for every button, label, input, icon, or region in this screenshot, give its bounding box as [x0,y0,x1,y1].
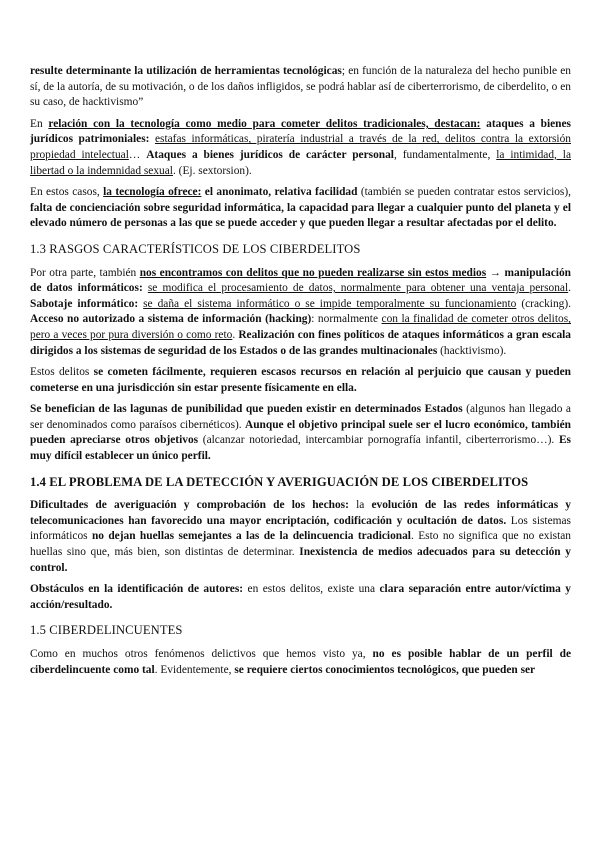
paragraph-technology-offers [30,185,571,232]
text: En estos casos, [30,186,104,199]
text: , fundamentalmente, [393,148,497,161]
paragraph-characteristics [30,266,571,360]
text: ; en función de la naturaleza del hecho punible en sí, de la autoría, de su motivación, o de los daños infligidos, se podrá hablar así de ciberterrorismo, de ciberdelito, o en su caso, de hacktivismo” [30,65,572,109]
paragraph-traditional-crimes [30,117,571,179]
text: . [232,328,239,341]
bold-text: Realización con fines políticos de ataques informáticos a gran escala dirigidos a los sistemas de seguridad de los Estados o de las grandes multinacionales [30,328,571,357]
bold-text: el anonimato, relativa facilidad [201,186,358,199]
text: … [128,148,147,161]
text: . (Ej. sextorsion). [172,164,252,177]
bold-text: ataques a bienes jurídicos patrimoniales: [30,117,571,146]
bold-text: se requiere ciertos conocimientos tecnológicos, que pueden ser [234,663,536,676]
paragraph-detection-difficulties [30,498,571,576]
bold-text [48,118,480,130]
text: . Evidentemente, [154,663,235,676]
bold-text: Dificultades de averiguación y comprobación de los hechos: [30,499,349,512]
bold-text: se cometen fácilmente, requieren escasos recursos en relación al perjuicio que causan y pueden cometerse en una jurisdicción sin estar presente físicamente en ella. [30,366,571,394]
bold-text: Sabotaje informático: [30,297,139,310]
paragraph-author-identification [30,582,571,613]
text: Como en muchos otros fenómenos delictivos que hemos visto ya, [30,648,373,660]
bold-text: evolución de las redes informáticas y telecomunicaciones han favorecido una mayor encriptación, codificación y ocultación de datos. [30,499,571,527]
underlined-text: estafas informáticas, piratería industrial a través de la red, delitos contra la extorsión propiedad intelectual [30,133,571,161]
underlined-text: se modifica el procesamiento de datos, normalmente para obtener una ventaja personal [147,282,569,295]
bold-text: Se benefician de las lagunas de punibilidad que pueden existir en determinados Estados [30,403,463,416]
text: . [568,282,571,295]
underlined-text: la intimidad, la libertad o la indemnidad sexual [30,148,571,177]
bold-text: Acceso no autorizado a sistema de información (hacking) [30,313,312,326]
bold-text [103,186,201,198]
text: . Esto no significa que no existan huellas sino que, más bien, son distintas de determinar. [30,530,572,559]
underlined-text: la tecnología ofrece: [103,186,202,199]
text: la [348,499,372,512]
underlined-text: relación con la tecnología como medio para cometer delitos tradicionales, destacan: [48,117,481,130]
bold-text: Es muy difícil establecer un único perfil. [30,434,571,463]
paragraph-easy-to-commit [30,365,571,396]
bold-text: falta de concienciación sobre seguridad informática, la capacidad para llegar a cualquier punto del planeta y el elevado número de personas a las que se puede acceder y que pueden llegar a resultar afectadas por el delito. [30,201,571,230]
underlined-text: nos encontramos con delitos que no pueden realizarse sin estos medios [139,266,487,279]
paragraph-punishability-gaps [30,402,571,464]
bold-text: Inexistencia de medios adecuados para su detección y control. [30,546,571,574]
paragraph-cybercriminals [30,647,571,678]
text: Estos delitos [30,366,94,379]
text: Los sistemas informáticos [30,514,571,543]
text: (alcanzar notoriedad, intercambiar pornografía infantil, ciberterrorismo…). [198,434,559,447]
text: (también se pueden contratar estos servicios), [357,186,571,199]
section-heading-1-4: 1.4 EL PROBLEMA DE LA DETECCIÓN Y AVERIGUACIÓN DE LOS CIBERDELITOS [30,474,529,489]
bold-text [140,267,486,279]
text: En [30,117,49,130]
text: (hacktivismo). [437,344,507,357]
text: → [486,266,505,279]
document-page [30,64,571,684]
text: Por otra parte, también [30,266,140,279]
text: (cracking). [516,297,571,310]
paragraph-hacktivism-intro [30,64,571,111]
text: en estos delitos, existe una [243,583,380,596]
bold-text: no es posible hablar de un perfil de ciberdelincuente como tal [30,648,572,676]
text: (algunos han llegado a ser denominados como paraísos cibernéticos). [30,403,571,431]
bold-text: no dejan huellas semejantes a las de la delincuencia tradicional [91,530,411,543]
bold-text: manipulación de datos informáticos: [30,266,571,295]
bold-text: Obstáculos en la identificación de autores: [30,583,244,596]
section-heading-1-3: 1.3 RASGOS CARACTERÍSTICOS DE LOS CIBERDELITOS [30,241,361,256]
underlined-text: se daña el sistema informático o se impide temporalmente su funcionamiento [143,297,517,310]
text: : normalmente [311,313,382,326]
section-heading-1-5: 1.5 CIBERDELINCUENTES [30,623,183,638]
bold-text: clara separación entre autor/víctima y acción/resultado. [30,583,571,611]
bold-text: Ataques a bienes jurídicos de carácter personal [146,148,394,161]
bold-text: Aunque el objetivo principal suele ser el lucro económico, también pueden apreciarse otros objetivos [30,418,571,447]
underlined-text: con la finalidad de cometer otros delitos, pero a veces por pura diversión o como reto [30,313,571,341]
bold-text: resulte determinante la utilización de herramientas tecnológicas [30,65,342,77]
